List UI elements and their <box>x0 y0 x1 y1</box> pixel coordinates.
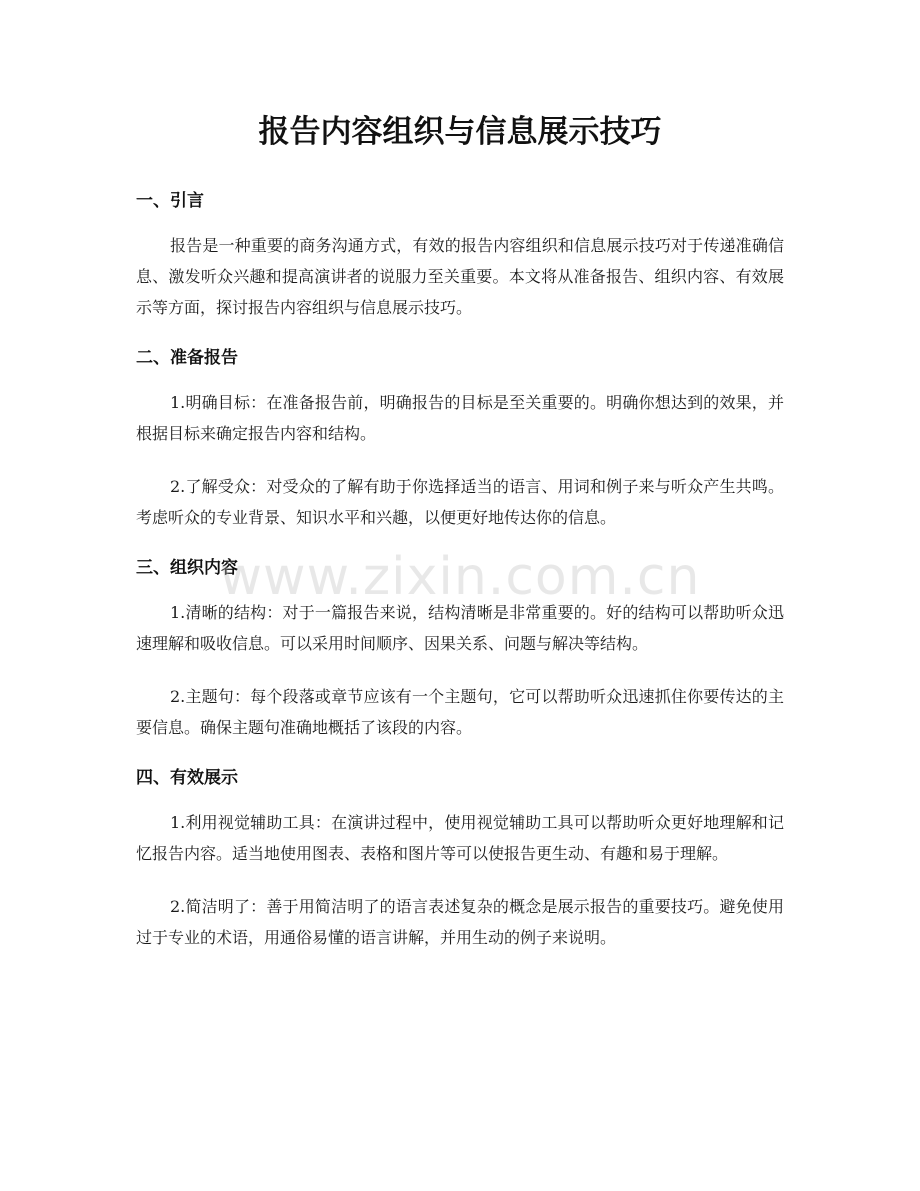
paragraph: 1.清晰的结构：对于一篇报告来说，结构清晰是非常重要的。好的结构可以帮助听众迅速理解和吸收信息。可以采用时间顺序、因果关系、问题与解决等结构。 <box>136 603 784 653</box>
paragraph: 报告是一种重要的商务沟通方式，有效的报告内容组织和信息展示技巧对于传递准确信息、激发听众兴趣和提高演讲者的说服力至关重要。本文将从准备报告、组织内容、有效展示等方面，探讨报告内容组织与信息展示技巧。 <box>136 236 784 317</box>
paragraph: 1.利用视觉辅助工具：在演讲过程中，使用视觉辅助工具可以帮助听众更好地理解和记忆报告内容。适当地使用图表、表格和图片等可以使报告更生动、有趣和易于理解。 <box>136 813 784 863</box>
watermark: www.zixin.com.cn <box>219 547 701 607</box>
section-effective-presentation <box>136 765 784 953</box>
paragraph: 2.主题句：每个段落或章节应该有一个主题句，它可以帮助听众迅速抓住你要传达的主要信息。确保主题句准确地概括了该段的内容。 <box>136 687 784 737</box>
section-heading: 二、准备报告 <box>136 348 238 368</box>
section-heading: 四、有效展示 <box>136 768 238 788</box>
paragraph: 2.了解受众：对受众的了解有助于你选择适当的语言、用词和例子来与听众产生共鸣。考虑听众的专业背景、知识水平和兴趣，以便更好地传达你的信息。 <box>136 477 784 527</box>
paragraph: 1.明确目标：在准备报告前，明确报告的目标是至关重要的。明确你想达到的效果，并根据目标来确定报告内容和结构。 <box>136 393 784 443</box>
document-body <box>136 188 784 975</box>
section-organize-content <box>136 555 784 743</box>
section-heading: 一、引言 <box>136 191 204 211</box>
section-introduction <box>136 188 784 323</box>
section-heading: 三、组织内容 <box>136 558 238 578</box>
document-title: 报告内容组织与信息展示技巧 <box>258 114 662 150</box>
paragraph: 2.简洁明了：善于用简洁明了的语言表述复杂的概念是展示报告的重要技巧。避免使用过于专业的术语，用通俗易懂的语言讲解，并用生动的例子来说明。 <box>136 897 784 947</box>
section-prepare-report <box>136 345 784 533</box>
